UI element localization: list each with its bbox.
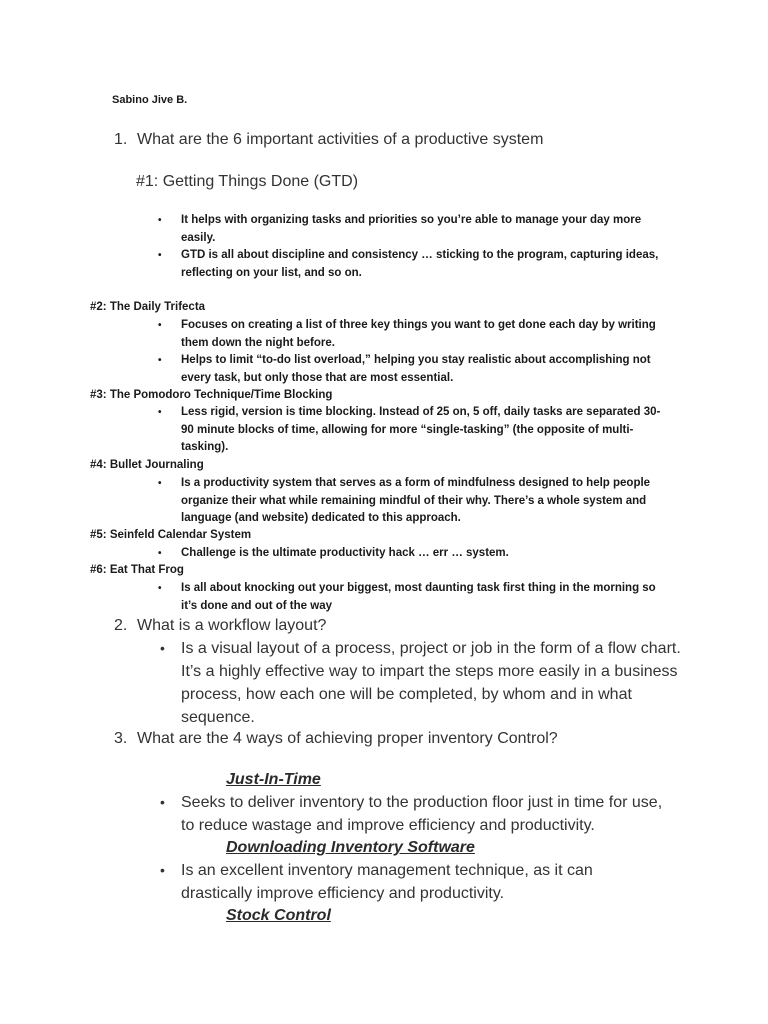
list-item: [158, 352, 668, 387]
activity-heading: #3: The Pomodoro Technique/Time Blocking: [90, 389, 333, 401]
inventory-method-list: [158, 791, 678, 837]
list-item: [158, 545, 668, 563]
bullet-icon: •: [158, 583, 162, 594]
bullet-icon: •: [158, 320, 162, 331]
activity-bullet-list: [158, 212, 668, 282]
bullet-text: Focuses on creating a list of three key things you want to get done each day by writing them down the night before.: [181, 319, 656, 349]
bullet-icon: •: [160, 794, 165, 810]
bullet-icon: •: [158, 548, 162, 559]
bullet-icon: •: [158, 407, 162, 418]
bullet-icon: •: [158, 215, 162, 226]
list-item: [158, 404, 668, 457]
list-item: [158, 637, 688, 729]
inventory-method-title: Downloading Inventory Software: [226, 839, 475, 856]
activity-heading: #2: The Daily Trifecta: [90, 301, 206, 313]
list-item: [158, 247, 668, 282]
activity-heading: #5: Seinfeld Calendar System: [90, 529, 252, 541]
bullet-text: GTD is all about discipline and consistency … sticking to the program, capturing ideas, reflecting on your list, and so on.: [181, 249, 659, 279]
author-name: Sabino Jive B.: [112, 94, 188, 106]
workflow-answer-list: [158, 637, 688, 729]
bullet-text: Is an excellent inventory management technique, as it can drastically improve efficiency and productivity.: [181, 862, 593, 902]
question-text: What are the 6 important activities of a productive system: [137, 131, 544, 148]
inventory-method-title: Stock Control: [226, 907, 331, 924]
activity-heading: #1: Getting Things Done (GTD): [136, 173, 359, 190]
bullet-text: It helps with organizing tasks and priorities so you’re able to manage your day more easily.: [181, 214, 642, 244]
activity-heading: #4: Bullet Journaling: [90, 459, 204, 471]
list-item: [158, 475, 668, 528]
bullet-text: Challenge is the ultimate productivity hack … err … system.: [181, 547, 509, 559]
bullet-text: Is a visual layout of a process, project or job in the form of a flow chart. It’s a highly effective way to impart the steps more easily in a business process, how each one will be completed, by whom and in what sequence.: [181, 640, 681, 726]
bullet-text: Is a productivity system that serves as a form of mindfulness designed to help people organize their what while remaining mindful of their why. There’s a whole system and language (and website) dedicated to this approach.: [181, 477, 651, 524]
bullet-icon: •: [158, 355, 162, 366]
inventory-method-list: [158, 859, 628, 905]
list-item: [158, 212, 668, 247]
inventory-method-title: Just-In-Time: [226, 771, 321, 788]
question-number: 3.: [114, 730, 128, 747]
activity-bullet-list: [158, 317, 668, 387]
bullet-icon: •: [160, 640, 165, 656]
question-number: 2.: [114, 617, 128, 634]
bullet-icon: •: [160, 862, 165, 878]
bullet-icon: •: [158, 478, 162, 489]
activity-bullet-list: [158, 404, 668, 457]
bullet-text: Less rigid, version is time blocking. Instead of 25 on, 5 off, daily tasks are separated 30-90 minute blocks of time, allowing for more “single-tasking” (the opposite of multi-tasking).: [181, 406, 661, 453]
activity-bullet-list: [158, 580, 668, 615]
activity-bullet-list: [158, 545, 668, 563]
bullet-text: Helps to limit “to-do list overload,” helping you stay realistic about accomplishing not every task, but only those that are most essential.: [181, 354, 651, 384]
bullet-text: Is all about knocking out your biggest, most daunting task first thing in the morning so it’s done and out of the way: [181, 582, 656, 612]
bullet-text: Seeks to deliver inventory to the production floor just in time for use, to reduce wastage and improve efficiency and productivity.: [181, 794, 663, 834]
list-item: [158, 317, 668, 352]
question-text: What are the 4 ways of achieving proper inventory Control?: [137, 730, 558, 747]
bullet-icon: •: [158, 250, 162, 261]
list-item: [158, 859, 628, 905]
activity-bullet-list: [158, 475, 668, 528]
activity-heading: #6: Eat That Frog: [90, 564, 184, 576]
list-item: [158, 580, 668, 615]
question-text: What is a workflow layout?: [137, 617, 327, 634]
question-number: 1.: [114, 131, 128, 148]
list-item: [158, 791, 678, 837]
